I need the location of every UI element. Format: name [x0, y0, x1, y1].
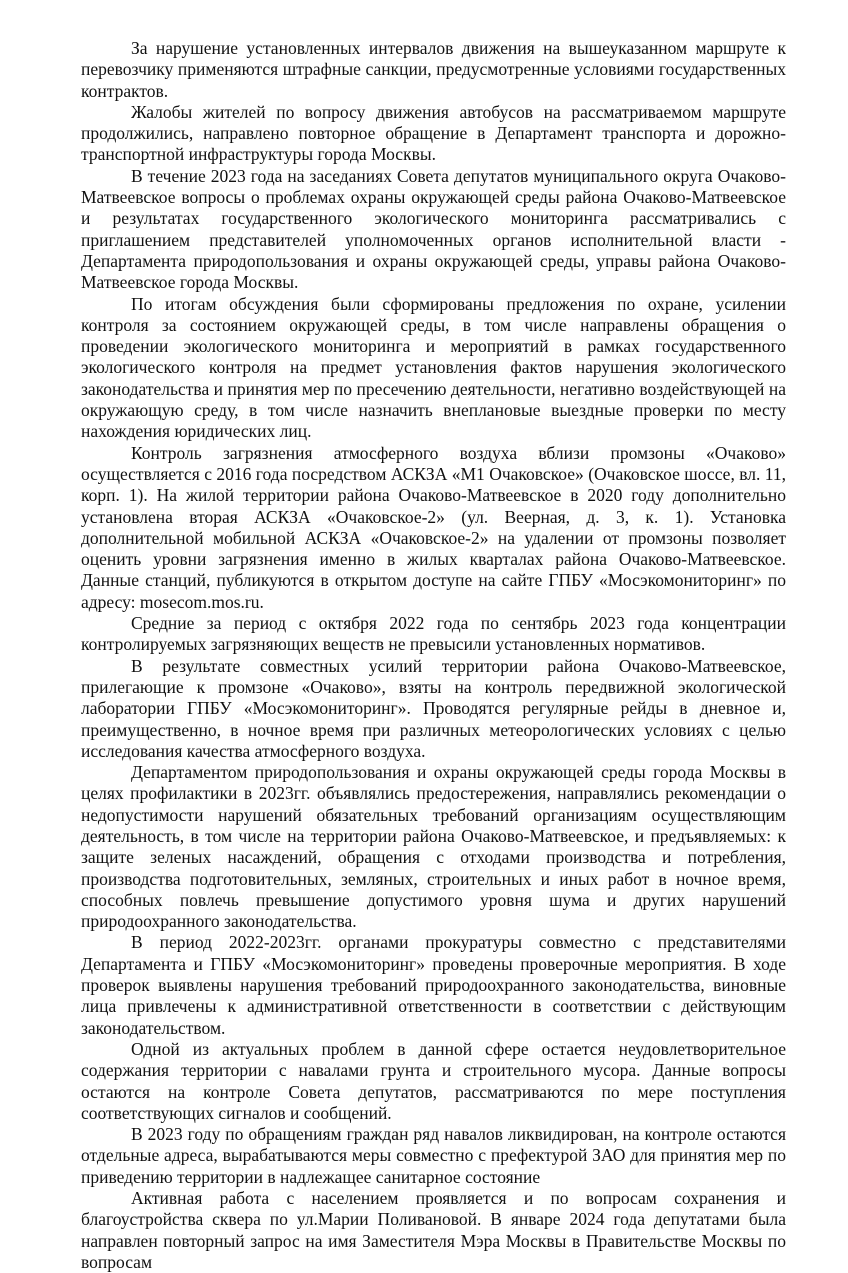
paragraph-2: Жалобы жителей по вопросу движения автобусов на рассматриваемом маршруте продолжились, направлено повторное обращение в Департамент транспорта и дорожно-транспортной инфраструктуры города Москвы.: [81, 101, 786, 165]
paragraph-8: Департаментом природопользования и охраны окружающей среды города Москвы в целях профилактики в 2023гг. объявлялись предостережения, направлялись рекомендации о недопустимости нарушений обязательных требований организациям осуществляющим деятельность, в том числе на территории района Очаково-Матвеевское, и предъявляемых: к защите зеленых насаждений, обращения с отходами производства и потребления, производства подготовительных, земляных, строительных и иных работ в ночное время, способных повлечь превышение допустимого уровня шума и других нарушений природоохранного законодательства.: [81, 762, 786, 932]
paragraph-1: За нарушение установленных интервалов движения на вышеуказанном маршруте к перевозчику применяются штрафные санкции, предусмотренные условиями государственных контрактов.: [81, 38, 786, 101]
paragraph-12: Активная работа с населением проявляется и по вопросам сохранения и благоустройства сквера по ул.Марии Поливановой. В январе 2024 года депутатами была направлен повторный запрос на имя Заместителя Мэра Москвы в Правительстве Москвы по вопросам: [81, 1188, 786, 1272]
document-page: [81, 38, 786, 1273]
paragraph-7: В результате совместных усилий территории района Очаково-Матвеевское, прилегающие к промзоне «Очаково», взяты на контроль передвижной экологической лаборатории ГПБУ «Мосэкомониторинг». Проводятся регулярные рейды в дневное и, преимущественно, в ночное время при различных метеорологических условиях с целью исследования качества атмосферного воздуха.: [81, 655, 786, 761]
paragraph-5: Контроль загрязнения атмосферного воздуха вблизи промзоны «Очаково» осуществляется с 2016 года посредством АСКЗА «М1 Очаковское» (Очаковское шоссе, вл. 11, корп. 1). На жилой территории района Очаково-Матвеевское в 2020 году дополнительно установлена вторая АСКЗА «Очаковское-2» (ул. Веерная, д. 3, к. 1). Установка дополнительной мобильной АСКЗА «Очаковское-2» на удалении от промзоны позволяет оценить уровни загрязнения именно в жилых кварталах района Очаково-Матвеевское. Данные станций, публикуются в открытом доступе на сайте ГПБУ «Мосэкомониторинг» по адресу: mosecom.mos.ru.: [81, 442, 786, 612]
paragraph-6: Средние за период с октября 2022 года по сентябрь 2023 года концентрации контролируемых загрязняющих веществ не превысили установленных нормативов.: [81, 613, 786, 655]
paragraph-10: Одной из актуальных проблем в данной сфере остается неудовлетворительное содержания территории с навалами грунта и строительного мусора. Данные вопросы остаются на контроле Совета депутатов, рассматриваются по мере поступления соответствующих сигналов и сообщений.: [81, 1038, 786, 1123]
paragraph-3: В течение 2023 года на заседаниях Совета депутатов муниципального округа Очаково-Матвеевское вопросы о проблемах охраны окружающей среды района Очаково-Матвеевское и результатах государственного экологического мониторинга рассматривались с приглашением представителей уполномоченных органов исполнительной власти - Департамента природопользования и охраны окружающей среды, управы района Очаково-Матвеевское города Москвы.: [81, 165, 786, 293]
paragraph-9: В период 2022-2023гг. органами прокуратуры совместно с представителями Департамента и ГПБУ «Мосэкомониторинг» проведены проверочные мероприятия. В ходе проверок выявлены нарушения требований природоохранного законодательства, виновные лица привлечены к административной ответственности в соответствии с действующим законодательством.: [81, 932, 786, 1038]
paragraph-4: По итогам обсуждения были сформированы предложения по охране, усилении контроля за состоянием окружающей среды, в том числе направлены обращения о проведении экологического мониторинга и мероприятий в рамках государственного экологического контроля на предмет установления фактов нарушения экологического законодательства и принятия мер по пресечению деятельности, негативно воздействующей на окружающую среду, в том числе назначить внеплановые выездные проверки по месту нахождения юридических лиц.: [81, 293, 786, 442]
paragraph-11: В 2023 году по обращениям граждан ряд навалов ликвидирован, на контроле остаются отдельные адреса, вырабатываются меры совместно с префектурой ЗАО для принятия мер по приведению территории в надлежащее санитарное состояние: [81, 1124, 786, 1187]
